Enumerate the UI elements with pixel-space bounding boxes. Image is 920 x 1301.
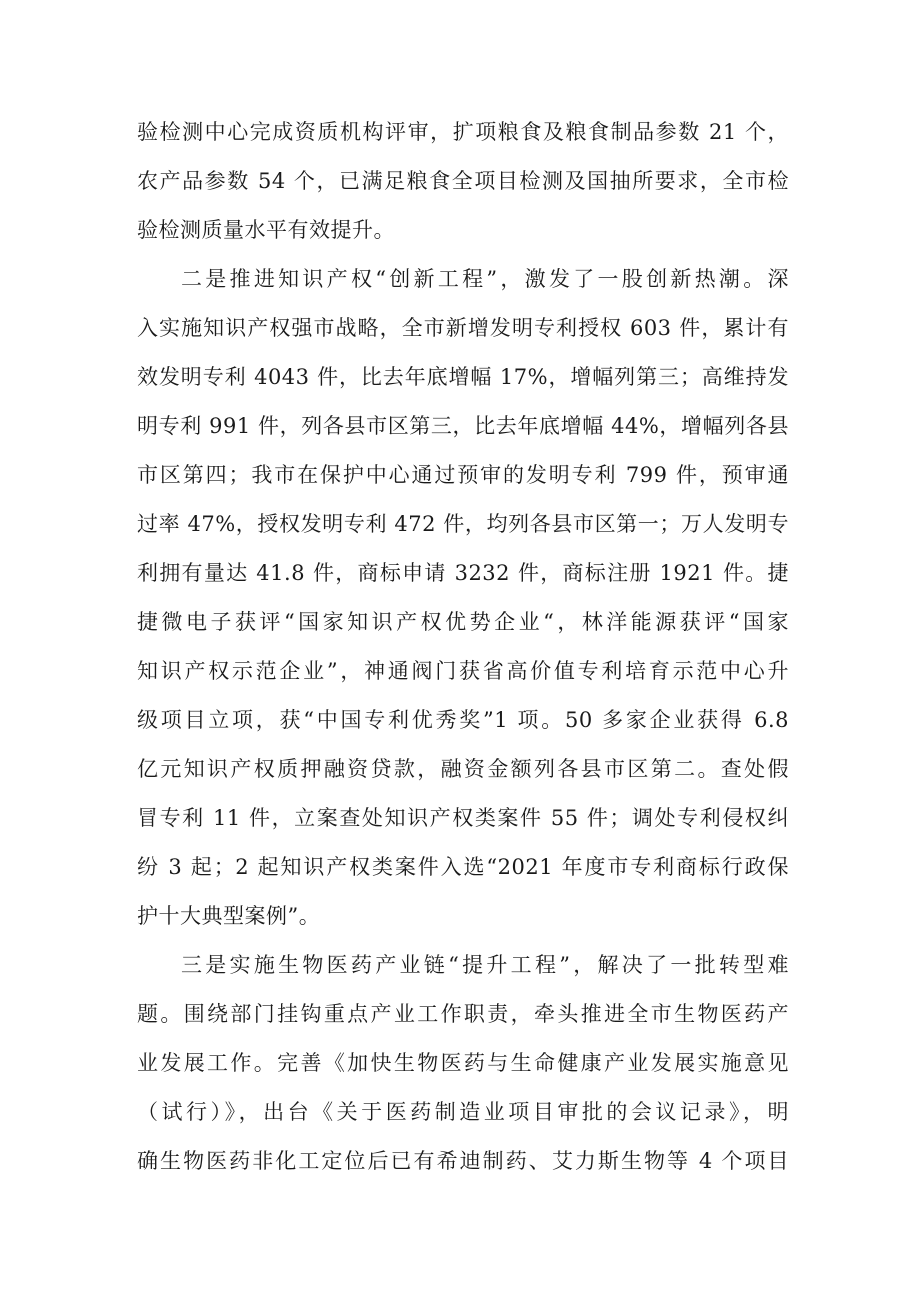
paragraph-2-line-7: 利拥有量达 41.8 件，商标申请 3232 件，商标注册 1921 件。捷 <box>137 561 789 585</box>
paragraph-3-line-2: 题。围绕部门挂钩重点产业工作职责，牵头推进全市生物医药产 <box>137 1002 789 1026</box>
paragraph-1-line-3: 验检测质量水平有效提升。 <box>137 218 395 242</box>
paragraph-3-line-1: 三是实施生物医药产业链“提升工程”，解决了一批转型难 <box>181 953 789 977</box>
paragraph-2-line-2: 入实施知识产权强市战略，全市新增发明专利授权 603 件，累计有 <box>137 316 789 340</box>
paragraph-1-line-2: 农产品参数 54 个，已满足粮食全项目检测及国抽所要求，全市检 <box>137 169 789 193</box>
paragraph-2-line-5: 市区第四；我市在保护中心通过预审的发明专利 799 件，预审通 <box>137 463 789 487</box>
paragraph-1-line-1: 验检测中心完成资质机构评审，扩项粮食及粮食制品参数 21 个， <box>137 120 789 144</box>
paragraph-3-line-3: 业发展工作。完善《加快生物医药与生命健康产业发展实施意见 <box>137 1051 789 1075</box>
paragraph-2-line-6: 过率 47%，授权发明专利 472 件，均列各县市区第一；万人发明专 <box>137 512 789 536</box>
paragraph-2-line-3: 效发明专利 4043 件，比去年底增幅 17%，增幅列第三；高维持发 <box>137 365 789 389</box>
paragraph-2-line-1: 二是推进知识产权“创新工程”，激发了一股创新热潮。深 <box>181 267 789 291</box>
paragraph-2-line-14: 护十大典型案例”。 <box>137 904 321 928</box>
paragraph-3-line-4: （试行）》，出台《关于医药制造业项目审批的会议记录》，明 <box>137 1100 789 1124</box>
paragraph-2-line-13: 纷 3 起；2 起知识产权类案件入选“2021 年度市专利商标行政保 <box>137 855 789 879</box>
paragraph-2-line-8: 捷微电子获评“国家知识产权优势企业“，林洋能源获评“国家 <box>137 610 789 634</box>
paragraph-2-line-4: 明专利 991 件，列各县市区第三，比去年底增幅 44%，增幅列各县 <box>137 414 789 438</box>
paragraph-2-line-9: 知识产权示范企业”，神通阀门获省高价值专利培育示范中心升 <box>137 659 789 683</box>
paragraph-2-line-10: 级项目立项，获“中国专利优秀奖”1 项。50 多家企业获得 6.8 <box>137 708 789 732</box>
paragraph-3-line-5: 确生物医药非化工定位后已有希迪制药、艾力斯生物等 4 个项目 <box>137 1149 789 1173</box>
paragraph-2-line-12: 冒专利 11 件，立案查处知识产权类案件 55 件；调处专利侵权纠 <box>137 806 789 830</box>
paragraph-2-line-11: 亿元知识产权质押融资贷款，融资金额列各县市区第二。查处假 <box>137 757 789 781</box>
